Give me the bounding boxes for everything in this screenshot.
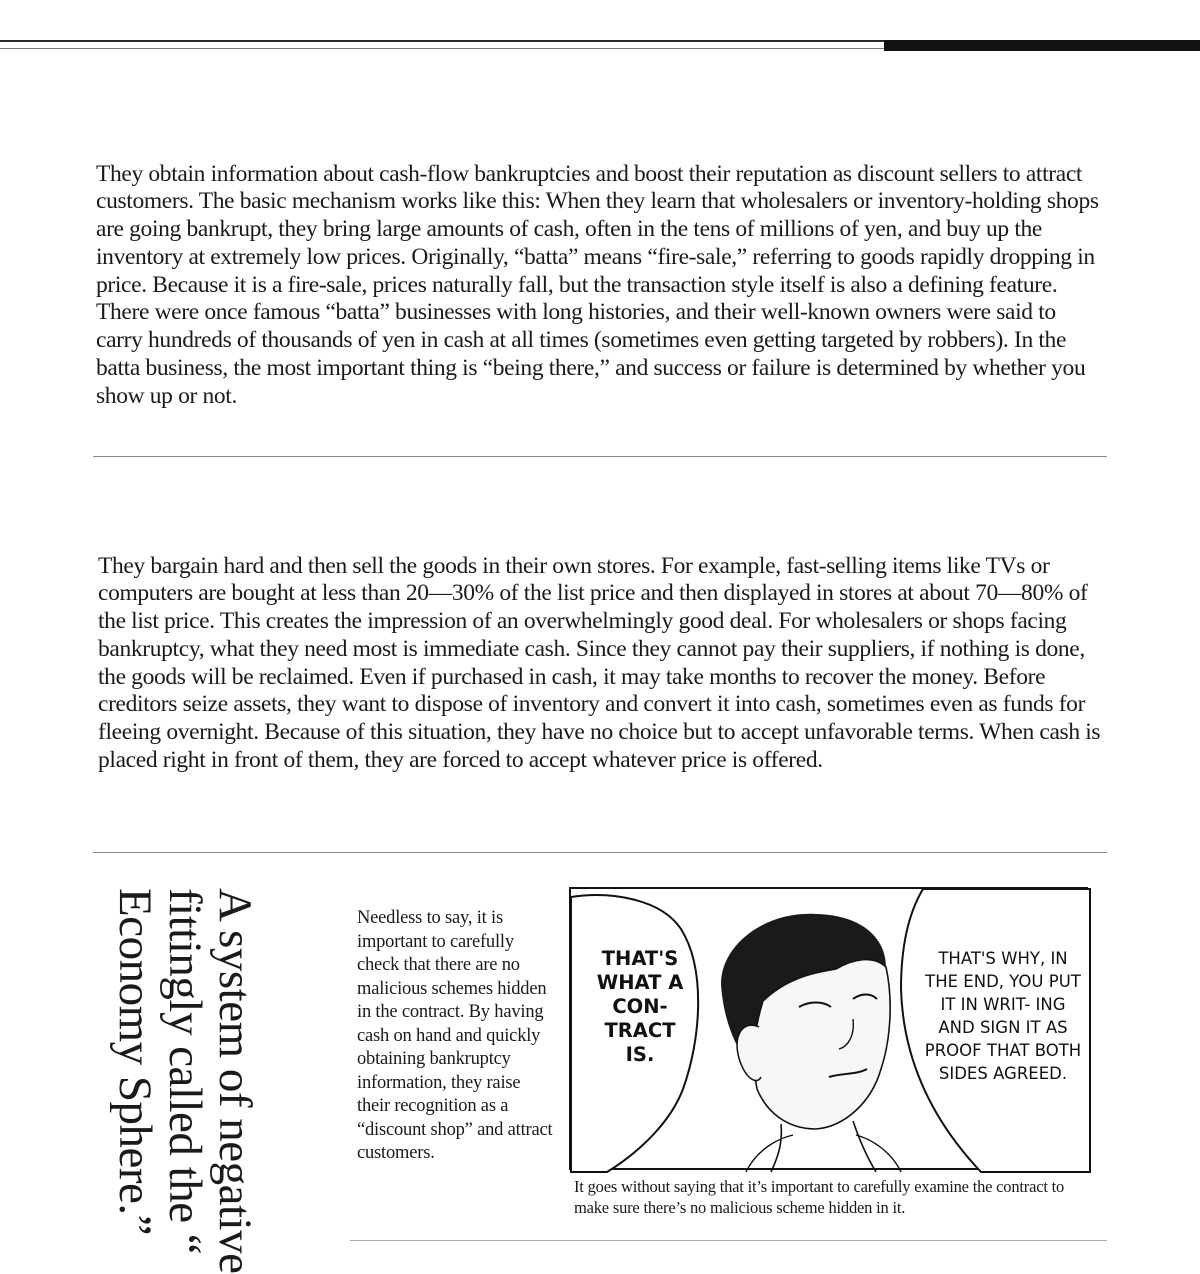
sidenote: Needless to say, it is important to carefully check that there are no malicious schemes hidden in the contract. By having cash on hand and quickly obtaining bankruptcy information, they raise their recognition as a “discount shop” and attract customers. (357, 908, 553, 1163)
vertical-heading (109, 888, 261, 1274)
section-divider (93, 456, 1107, 457)
panel-caption: It goes without saying that it’s important to carefully examine the contract to make sure there’s no malicious scheme hidden in it. (574, 1177, 1065, 1217)
paragraph-batta-intro: They obtain information about cash-flow bankruptcies and boost their reputation as discount sellers to attract customers. The basic mechanism works like this: When they learn that wholesalers or inventory-holding shops are going bankrupt, they bring large amounts of cash, often in the tens of millions of yen, and buy up the inventory at extremely low prices. Originally, “batta” means “fire-sale,” referring to goods rapidly dropping in price. Because it is a fire-sale, prices naturally fall, but the transaction style itself is also a defining feature. There were once famous “batta” businesses with long histories, and their well-known owners were said to carry hundreds of thousands of yen in cash at all times (sometimes even getting targeted by robbers). In the batta business, the most important thing is “being there,” and success or failure is determined by whether you show up or not. (96, 160, 1099, 409)
speech-text-left: THAT'S WHAT A CON- TRACT IS. (596, 947, 684, 1066)
speech-text-right: THAT'S WHY, IN THE END, YOU PUT IT IN WRIT- ING AND SIGN IT AS PROOF THAT BOTH SIDES AGREED. (924, 949, 1082, 1083)
bottom-divider (350, 1240, 1107, 1241)
manga-panel (569, 887, 1088, 1170)
paragraph-bargaining: They bargain hard and then sell the goods in their own stores. For example, fast-selling items like TVs or computers are bought at less than 20—30% of the list price and then displayed in stores at about 70—80% of the list price. This creates the impression of an overwhelmingly good deal. For wholesalers or shops facing bankruptcy, what they need most is immediate cash. Since they cannot pay their suppliers, if nothing is done, the goods will be reclaimed. Even if purchased in cash, it may take months to recover the money. Before creditors seize assets, they want to dispose of inventory and convert it into cash, sometimes even as funds for fleeing overnight. Because of this situation, they have no choice but to accept unfavorable terms. When cash is placed right in front of them, they are forced to accept whatever price is offered. (98, 552, 1101, 774)
vertical-heading-line: A system of negative (209, 888, 261, 1274)
header-rule-thick (884, 40, 1200, 51)
section-divider (93, 852, 1107, 853)
man-ear (737, 1025, 761, 1080)
header-rule-hairline (0, 48, 884, 49)
vertical-heading-line: Economy Sphere.” (109, 888, 161, 1236)
header-rule-thin (0, 40, 884, 42)
man-collar (746, 1135, 901, 1172)
vertical-heading-line: fittingly called the “ (159, 888, 211, 1255)
